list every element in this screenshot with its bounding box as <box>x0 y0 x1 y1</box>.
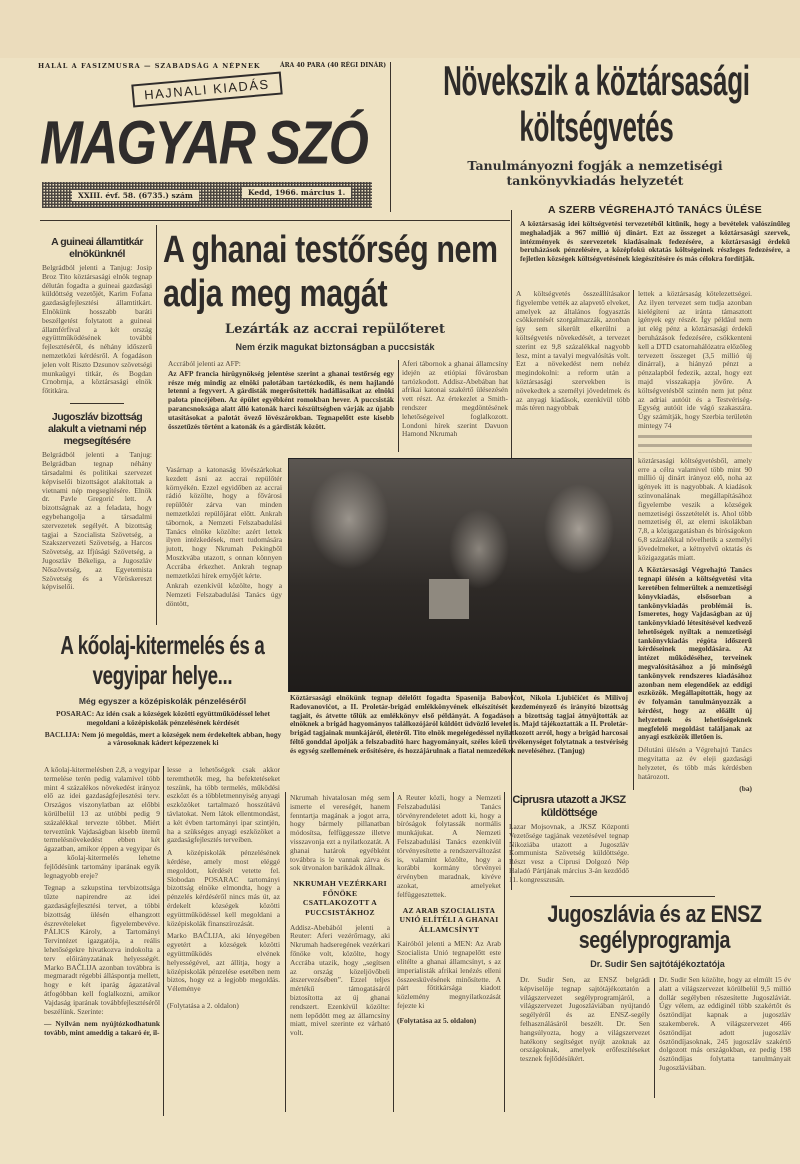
masthead <box>36 62 390 212</box>
budget-column-3-bold: A Köztársasági Végrehajtó Tanács tegnapi ülésén a költségvetési vita keretében felmerültek a nemzetiségi könyvkiadás, elsősorban a tankönyvkiadás problémái is. Ismeretes, hogy Vajdaságban az új tankönyvkiadó létesítésével kedvező lehetőségek nyíltak a nemzetiségi tankönyvkiadás régóta időszerű kérdéseinek megoldására. Az intézet működéséhez, terveinek megvalósításához a jó minőségű tankönyvek rendszeres kiadásához azonban nem elegendőek az eddigi eszközök. Megállapították, hogy az év folyamán tanulmányozzák a kérdést, hogy az előállt új helyzetnek és lehetőségeknek megfelelő megoldást találjanak az anyagi eszközök illetően is. <box>638 565 752 742</box>
masthead-logo: MAGYAR SZÓ <box>40 107 367 177</box>
budget-lead: A köztársaság idei költségvetési tervezetéből kitűnik, hogy a bevételek valószínűleg meghaladják a 967 millió új dinárt. Ezt az összeget a köztársasági szervek, intézmények és szervezetek kiadásainak fedezésére, a köztársasági érdekű beruházások pénzelésére, a középfokú oktatás költségeinek részleges fedezésére, a fejletlen községek költségvetésének kiegészítésére és más célokra fordítják. <box>520 219 790 264</box>
separator <box>70 403 124 405</box>
ghana-column-b-stack <box>397 794 501 1026</box>
oil-column-2b: A középiskolák pénzelésének kérdése, amely most eléggé megoldott, kérdését vetette fel. Slobodan POSARAC tartományi bizottság elnöke elmondta, hogy a pénzelés kérdéséről nincs más út, az érdekelt községek közötti együttműködéssel kell megoldani a középiskolák finanszírozását. <box>167 848 280 928</box>
cyprus-article <box>509 794 629 885</box>
un-subtitle: Dr. Sudir Sen sajtótájékoztatója <box>590 959 725 969</box>
budget-right-column <box>638 290 752 794</box>
oil-lead-1: POSARAC: Az idén csak a községek közötti együttműködéssel lehet megoldani a középiskolák pénzelésének kérdését <box>56 709 270 727</box>
oil-column-2-stack <box>167 766 280 1011</box>
ghana-subhead-arab: AZ ARAB SZOCIALISTA UNIÓ ELÍTÉLI A GHANAI ÁLLAMCSÍNYT <box>399 905 499 934</box>
photo-book <box>429 579 469 619</box>
lower-col-rule-3 <box>504 792 505 1112</box>
ghana-right-column: Aferi tábornok a ghanai államcsíny idején az etiópiai fővárosban tartózkodott. Addisz-Abebában hat afrikai katonai szakértő ülésezésén vett részt. Az értekezlet a Smith-rendszer megdöntésének lehetőségeivel foglalkozott. Londoni hírek szerint Davuon Hamond Nkrumah <box>402 359 508 439</box>
budget-subtitle: Tanulmányozni fogják a nemzetiségi tankönyvkiadás helyzetét <box>467 158 723 188</box>
oil-headline: A kőolaj-kitermelés és a vegyipar helye... <box>60 630 265 690</box>
ghana-column-b2: Kairóból jelenti a MEN: Az Arab Szocialista Unió tegnapelőtt este elítélte a ghanai államcsínyt, s az imperialisták afrikai lenézés elleni összeesküvésének minősítette. A párt főtitkársága kiadott közlemény megnyilatkozását fejezte ki <box>397 939 501 1010</box>
issue-number: XXIII. évf. 58. (6735.) szám <box>72 190 199 201</box>
ghana-subhead-nkrumah: NKRUMAH VEZÉRKARI FŐNÖKE CSATLAKOZOTT A PUCCSISTÁKHOZ <box>293 879 387 917</box>
ghana-column-a: Nkrumah hivatalosan még sem ismerte el vereségét, hanem fenntartja magának a jogot arra, hogy bármely pillanatban módosítsa, felfüggessze illetve visszavonja ezt a nyilatkozatát. A ghanai határok egyébként továbbra is le vannak zárva és sok útvonalon barikádok állnak. <box>290 793 390 873</box>
ghana-headline: A ghanai testőrség nem adja meg magát <box>163 229 498 315</box>
issue-date: Kedd, 1966. március 1. <box>242 187 351 198</box>
ghana-column-b: A Reuter közli, hogy a Nemzeti Felszabadulási Tanács törvényrendeletet adott ki, hogy a bíróságok folytassák normális munkájukat. A Nemzeti Felszabadulási Tanács ezenkívül törvényesítette a rendszerváltozást is, valamint közölte, hogy a korábbi kormány törvényei érvényben maradnak, kivéve azokat, amelyeket felfüggesztettek. <box>397 793 501 899</box>
ghana-left-column-2: Vasárnap a katonaság lövészárkokat kezdett ásni az accrai repülőtér környékén. Ezzel egyidőben az accrai rádió közölte, hogy a fővárosi repülőtér zárva van minden nemzetközi repülőjárat előtt. Ankrah tábornok, a Nemzeti Felszabadulási Tanács elnöke közölte: azért lettek ilyen intézkedések, mert tudomására jutott, hogy Nkrumah Pekingből Moszkvába utazott, s onnan könnyen Accrába érkezhet. Ankrah tegnap nemzetközi hírek ernyőjét kérte. <box>166 465 282 580</box>
ghana-lead: Az AFP francia hírügynökség jelentése szerint a ghanai testőrség egy része még mindig az elnöki palotában tartózkodik, és nem hajlandó letenni a fegyvert. A gárdisták megerősítették hadállásaikat az elnöki palota pincéjében. Az épület egyébként romokban hever. A puccsisták parancsnoksága alatt álló katonák harci készültségben várják az újabb utasításokat a palotát övező lövészárokban. Tegnapelőtt este kisebb összetűzés történt a katonák és a gárdisták között. <box>168 368 394 431</box>
ghana-column-a2: Addisz-Abebából jelenti a Reuter: Aferi vezérőrnagy, aki Nkrumah hadseregének vezérkari főnöke volt, közölte, hogy Accrába utazik, hogy „segítsen az ország közeljövőbeli átszervezésében”. Ezzel teljes mértékű támogatásáról biztosította az új ghanai rendszert. Ezenkívül közölte: nem lepődött meg az államcsíny miatt, mivel szerinte ez várható volt. <box>290 922 390 1038</box>
budget-column-1: A költségvetés összeállításakor figyelembe vették az alapvető elveket, amelyek az általános fogyasztás csökkentését szorgalmazzák, azonban így sem sikerült elkerülni a költségvetés növekedését, a tervezet szerint ez 9,8 százalékkal nagyobb lesz, mint a tavalyi megvalósítás volt. Ezt a növekedést nem nehéz megindokolni: a reform után a köztársasági szervekben is növekedtek a személyi jövedelmek és az anyagi kiadások, ezenkívül több más téren nagyobbak <box>516 289 630 413</box>
budget-signature: (ba) <box>739 784 752 794</box>
ghana-left-column-2-stack <box>166 466 282 609</box>
photo-caption: Köztársasági elnökünk tegnap délelőtt fogadta Spasenija Babovićot, Nikola Ljubičićet és Milivoj Radovanovićot, a II. Proletár-brigád emlékkönyvének elkészítését kezdeményező és irányító bizottság tagjait, és átvette tőlük az emlékkönyv első példányát. A fogadáson a bizottság tagjai átnyújtották az elnöknek a brigád hagyományos találkozójáról küldött üdvözlő levelet is. Majd tájékoztatták a II. Proletár-brigád tagjainak munkájáról, életéről. Tito elnök megelégedéssel nyilatkozott arról, hogy a brigád harcosai féltő gonddal ápolják a felszabadító harc hagyományait, széles körű tevékenységet folytatnak a testvériség és egység szellemének erősítésére, és hozzájárulnak a fiatal nemzedékek neveléséhez. (Tanjug) <box>290 693 628 755</box>
page-top-margin <box>0 0 800 58</box>
oil-continued: (Folytatása a 2. oldalon) <box>167 1000 239 1010</box>
masthead-bottom-rule <box>40 220 510 221</box>
guinea-text: Belgrádból jelenti a Tanjug: Josip Broz Tito köztársasági elnök tegnap délután fogadta a guineai gazdasági küldöttség vezetőjét, Karim Fofana gazdaságfejlesztési államtitkárt. Elnökünk hosszabb baráti beszélgetést folytatott a guineai államférfival a két ország együttműködésének további fejlesztéséről, és néhány időszerű nemzetközi kérdésről. A fogadáson jelen volt Riszto Dzsunov szövetségi munkaügyi titkár, és Bogdan Crnobrnja, a köztársasági elnök főtitkára. <box>42 263 152 396</box>
oil-leads <box>44 710 282 748</box>
budget-headline: Növekszik a köztársasági költségvetés <box>443 57 750 150</box>
masthead-price: ÁRA 40 PARA (40 RÉGI DINÁR) <box>280 62 387 69</box>
budget-section-title: A SZERB VÉGREHAJTÓ TANÁCS ÜLÉSE <box>547 204 763 216</box>
ghana-col-rule <box>398 360 399 452</box>
un-top-rule <box>570 896 715 897</box>
ghana-left-column-2-end: Ankrah ezenkívül közölte, hogy a Nemzeti Felszabadulási Tanács úgy döntött, <box>166 581 282 608</box>
oil-column-1b: Tegnap a szkupstina tervbizottsága tűzte napirendre az idei gazdaságfejlesztési tervet, a többi bizottság ülésén elhangzott észrevételeket figyelembevéve. PÁLICS Károly, a Tartományi Tervintézet igazgatója, a reális lehetőségekre hivatkozva indokolta a terv előirányzatának helyességét. Marko BAČLIJA azonban továbbra is megmaradt régebbi álláspontja mellett, hogy e két iparág ágazatával átfogóbban kell foglalkozni, amikor Vajdaság iparának továbbfejlesztéséről beszélünk. Szerinte: <box>44 883 160 1016</box>
oil-column-2c: Marko BAČLIJA, aki lényegében egyetért a községek közötti együttműködés elvének helyességével, azt állítja, hogy a középiskolák pénzelése esetében nem biztos, hogy ez a legjobb megoldás. Véleménye <box>167 931 280 994</box>
edition-stamp: HAJNALI KIADÁS <box>131 72 282 108</box>
oil-column-2: lesse a lehetőségek csak akkor teremthetők meg, ha befektetéseket teszünk, ha több termelés, működési eszközt és a többletmennyiség anyagi eszközöket tartalmazó hosszútávú távlatokat. Nem látok ellentmondást, a két évben tartományi ipar szintjén, ha a szükséges anyagi eszközöket a gazdaságfejlesztés terveiben. <box>167 765 280 845</box>
ghana-dateline: Accrából jelenti az AFP: <box>168 359 241 368</box>
oil-subtitle: Még egyszer a középiskolák pénzeléséről <box>78 696 247 706</box>
masthead-motto: HALÁL A FASIZMUSRA — SZABADSÁG A NÉPNEK <box>38 62 261 70</box>
ghana-lead-column <box>168 360 394 431</box>
lower-col-rule-1 <box>285 792 286 1112</box>
ghana-continued: (Folytatása az 5. oldalon) <box>397 1015 477 1025</box>
budget-col-rule <box>633 290 634 790</box>
oil-column-1-stack <box>44 766 160 1038</box>
un-column-2: Dr. Sudir Sen közölte, hogy az elmúlt 15 év alatt a világszervezet körülbelül 9,5 millió dollár segélyben részesítette Jugoszláviát. Úgy vélem, az eddiginél több szakértőt és ösztöndíjat kapnak a jugoszláv szakemberek. A világszervezet 466 ösztöndíjat adott jugoszláv ösztöndíjasoknak, 245 jugoszláv szakértő dolgozott más országokban, ez pedig 198 ösztöndíjas folytatta tanulmányait Jugoszláviában. <box>659 975 791 1072</box>
photo-tito-reception <box>288 458 632 692</box>
left-column-rule <box>156 225 157 625</box>
guinea-headline: A guineai államtitkár elnökünknél <box>51 236 143 260</box>
cyprus-text: Lazar Mojsovnak, a JKSZ Központi Vezetősége tagjának vezetésével tegnap Nikoziába utazott a Jugoszláv Kommunista Szövetség küldöttsége. Részt vesz a Ciprusi Dolgozó Nép Haladó Pártjának március 3-án kezdődő 11. kongresszusán. <box>509 822 629 884</box>
un-column-1: Dr. Sudir Sen, az ENSZ belgrádi képviselője tegnap sajtótájékoztatón a világszervezet segélyprogramjáról, a világszervezet Jugoszláviában nyújtandó segélyéről és az ENSZ-segély felhasználásáról beszélt. Dr. Sen hangsúlyozta, hogy a világszervezet hatékony segítséget nyújt azoknak az országoknak, amelyek erőfeszítéseket tesznek fejlődésükért. <box>520 975 650 1064</box>
vietnam-headline: Jugoszláv bizottság alakult a vietnami nép megsegítésére <box>47 411 147 448</box>
oil-lead-2: BACLIJA: Nem jó megoldás, mert a községek nem érdekeltek abban, hogy a városoknak kádert képezzenek ki <box>44 729 282 748</box>
lower-col-rule-2 <box>393 792 394 1112</box>
un-col-rule <box>654 978 655 1098</box>
masthead-divider <box>390 62 391 212</box>
budget-column-2-continued <box>638 435 752 453</box>
issue-bar <box>42 182 372 208</box>
cyprus-headline: Ciprusra utazott a JKSZ küldöttsége <box>512 794 626 819</box>
ghana-subtitle: Lezárták az accrai repülőteret <box>224 322 446 337</box>
budget-column-3-end: Délutáni ülésén a Végrehajtó Tanács megvitatta az év eleji gazdasági helyzetet, és több más kérdésben határozott. <box>638 745 752 781</box>
oil-quote: — Nyilván nem nyújtózkodhatunk tovább, mint ameddig a takaró ér, il- <box>44 1019 160 1038</box>
budget-column-3: köztársasági költségvetésből, amely erre a célra valamivel több mint 90 millió új dinárt irányoz elő, noha az igények itt is nagyobbak. A kiadások színvonalának megállapításához figyelembe veszik a községek nemzetiségi összetételét is. Ahol több nemzetiség él, az elemi iskolákban 7,8, a közigazgatásban és bíróságokon 6,8 százalékkal növelhetik a személyi jövedelmeket, a kétnyelvű oktatás és közigazgatás miatt. <box>638 455 752 562</box>
oil-column-1: A kőolaj-kitermelésben 2,8, a vegyipar termelése terén pedig valamivel több mint 4 százalékos növekedést irányoz elő az idei gazdaságfejlesztési terv. Országos viszonylatban az előbbi körülbelül 13 az utóbbi pedig 9 százalékkal tervezte többet. Miért terveztünk Vajdaságban kisebb ütemű termelésnövekedést ebben két ágazatban, amikor éppen a vegyipar és a kőolaj-kitermelés lehetne fejlődésünk tartomány iparának egyik legnagyobb ereje? <box>44 765 160 880</box>
un-headline: Jugoszlávia és az ENSZ segélyprogramja <box>547 901 762 954</box>
vietnam-text: Belgrádból jelenti a Tanjug: Belgrádban tegnap néhány társadalmi és politikai szervezet képviselői bizottságot alakítottak a vietnami nép megsegítésére. Elnök dr. Pavle Gregorić lett. A bizottságnak az a feladata, hogy egybehangolja a társadalmi szervezetek segélyét. A bizottság tagjai a Szocialista Szövetség, a Szakszervezeti Szövetség, a Harcos Szövetség, az Ifjúsági Szövetség, a Jugoszláv Békeliga, a Jugoszláv Nőszövetség, az Egyetemista Szövetség és a Vöröskereszt képviselői. <box>42 450 152 592</box>
budget-column-2: lettek a köztársaság kötelezettségei. Az ilyen tervezet sem tudja azonban kielégíteni az iránta támasztott igények egy részét. Így például nem jut elég pénz a köztársasági érdekű beruházások fedezésére, csökkenteni kell a DTD csatornahálózatra előzőleg tervezett összeget (3,5 millió új dinárral), a hiányzó pénzt a pénzalapból fedezik, azzal, hogy ezt majd visszakapja jövőre. A költségvetésből szintén nem jut pénz az adriai autóút és a Testvériség-Egység autóút ide vágó szakaszára. Úgy számítják, hogy Szerbia területén mintegy 74 <box>638 289 752 430</box>
ghana-column-a-stack <box>290 794 390 1038</box>
ghana-subtitle-2: Nem érzik magukat biztonságban a puccsisták <box>235 342 435 352</box>
left-column <box>42 236 152 592</box>
oil-col-rule <box>163 766 164 1116</box>
